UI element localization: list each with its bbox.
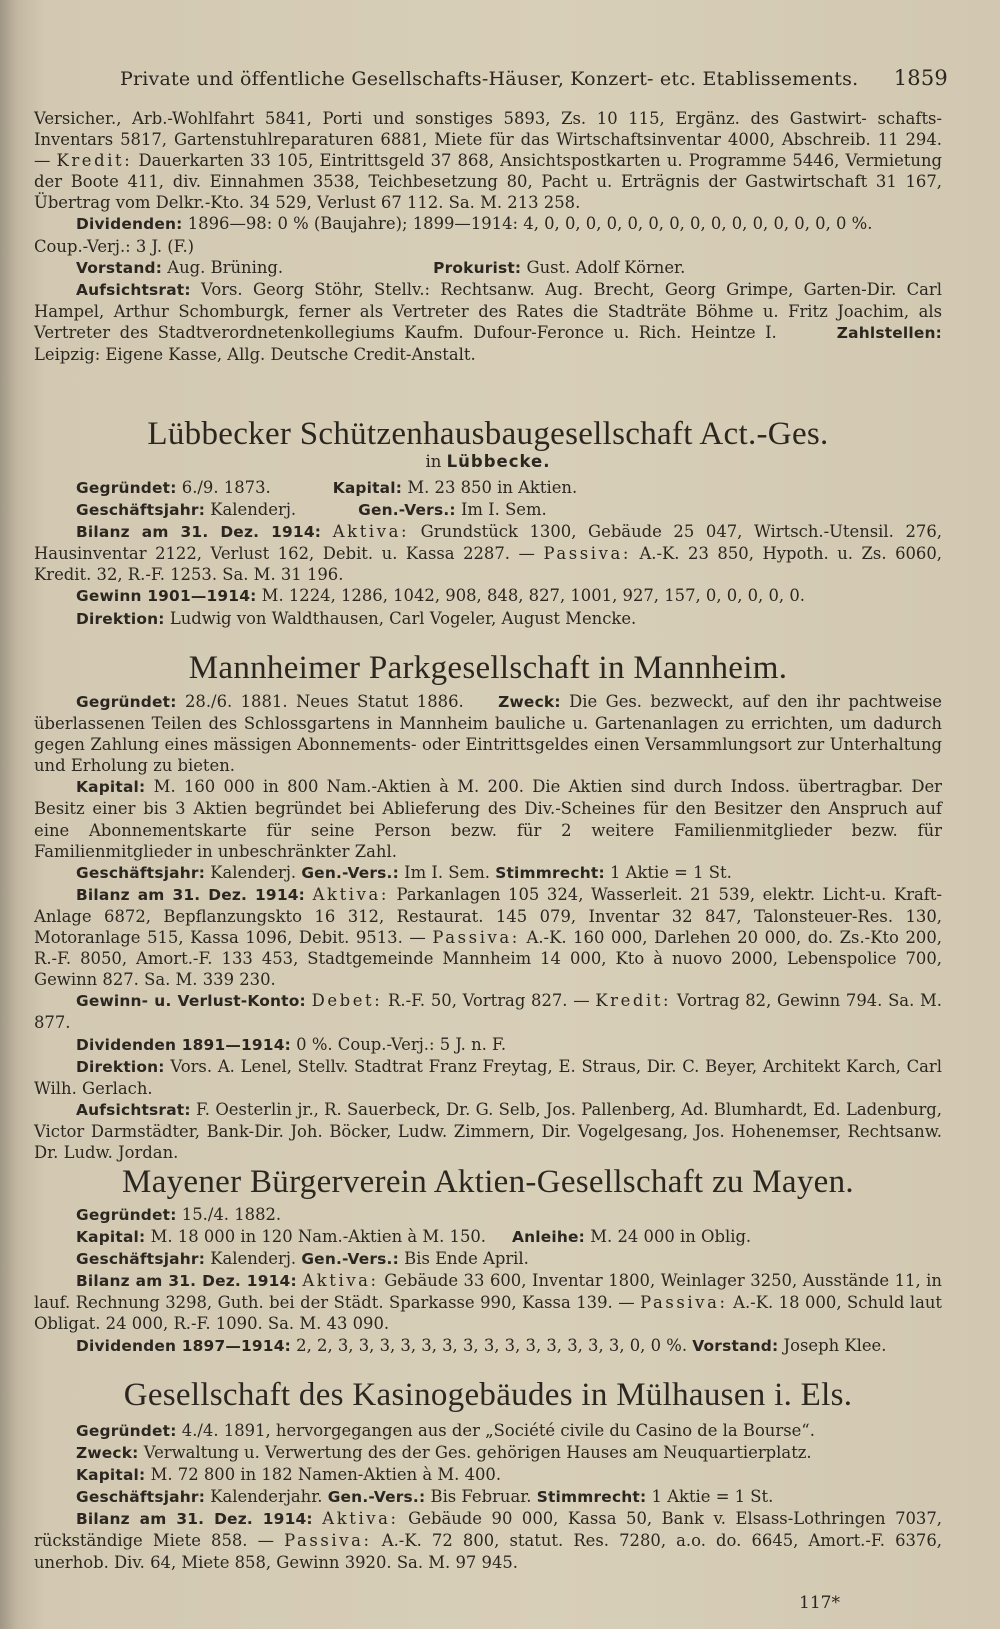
printer-signature: 117* <box>799 1593 840 1613</box>
company-title-mannheimer: Mannheimer Parkgesellschaft in Mannheim. <box>188 650 788 686</box>
company-location-luebbecke: in Lübbecke. <box>425 452 551 471</box>
running-header <box>120 68 948 90</box>
entry-mayener: Gegründet: 15./4. 1882. Kapital: M. 18 000 in 120 Nam.-Aktien à M. 150. Anleihe: M. 24 000 in Oblig. Geschäftsjahr: Kalenderj. Gen.-Vers.: Bis Ende April. Bilanz am 31. Dez. 1914: Aktiva: Gebäude 33 600, Inventar 1800, Weinlager 3250, Ausstände 11, in lauf. Rechnung 3298, Guth. bei der Städt. Sparkasse 990, Kassa 139. — Passiva: A.-K. 18 000, Schuld laut Obligat. 24 000, R.-F. 1090. Sa. M. 43 090. Dividenden 1897—1914: 2, 2, 3, 3, 3, 3, 3, 3, 3, 3, 3, 3, 3, 3, 3, 3, 0, 0 %. Vorstand: Joseph Klee. <box>34 1205 942 1355</box>
page-number: 1859 <box>893 66 948 90</box>
previous-entry <box>34 108 942 365</box>
prev-dividenden: Dividenden: 1896—98: 0 % (Baujahre); 1899—1914: 4, 0, 0, 0, 0, 0, 0, 0, 0, 0, 0, 0, 0, 0, 0, 0 %. <box>76 214 873 234</box>
entry-mannheimer: Gegründet: 28./6. 1881. Neues Statut 1886. Zweck: Die Ges. bezweckt, auf den ihr pachtweise überlassenen Teilen des Schlossgartens in Mannheim bauliche u. Gartenanlagen zu errichten, um dadurch gegen Zahlung eines mässigen Abonnements- oder Eintrittsgeldes einen Versammlungsort zur Unterhaltung und Erholung zu bieten. Kapital: M. 160 000 in 800 Nam.-Aktien à M. 200. Die Aktien sind durch Indoss. übertragbar. Der Besitz einer bis 3 Aktien begründet bei Ablieferung des Div.-Scheines für den Besitzer den Anspruch auf eine Abonnementskarte für seine Person bezw. für 2 weitere Familienmitglieder bezw. für Familienmitglieder in unbeschränkter Zahl. Geschäftsjahr: Kalenderj. Gen.-Vers.: Im I. Sem. Stimmrecht: 1 Aktie = 1 St. Bilanz am 31. Dez. 1914: Aktiva: Parkanlagen 105 324, Wasserleit. 21 539, elektr. Licht-u. Kraft-Anlage 6872, Bepflanzungskto 16 312, Restaurat. 145 079, Inventar 32 847, Talonsteuer-Res. 130, Motoranlage 515, Kassa 1096, Debit. 9513. — Passiva: A.-K. 160 000, Darlehen 20 000, do. Zs.-Kto 200, R.-F. 8050, Amort.-F. 133 453, Stadtgemeinde Mannheim 14 000, Kto à nuovo 2000, Lebenspolice 700, Gewinn 827. Sa. M. 339 230. Gewinn- u. Verlust-Konto: Debet: R.-F. 50, Vortrag 827. — Kredit: Vortrag 82, Gewinn 794. Sa. M. 877. Dividenden 1891—1914: 0 %. Coup.-Verj.: 5 J. n. F. Direktion: Vors. A. Lenel, Stellv. Stadtrat Franz Freytag, E. Straus, Dir. C. Beyer, Architekt Karch, Carl Wilh. Gerlach. Aufsichtsrat: F. Oesterlin jr., R. Sauerbeck, Dr. G. Selb, Jos. Pallenberg, Ad. Blumhardt, Ed. Ladenburg, Victor Darmstädter, Bank-Dir. Joh. Böcker, Ludw. Zimmern, Dir. Vogelgesang, Jos. Hohenemser, Rechtsanw. Dr. Ludw. Jordan. <box>34 692 943 1162</box>
header-title: Private und öffentliche Gesellschafts-Häuser, Konzert- etc. Etablissements. <box>120 68 859 90</box>
prev-aufsichtsrat: Aufsichtsrat: Vors. Georg Stöhr, Stellv.: Rechtsanw. Aug. Brecht, Georg Grimpe, Garten-Dir. Carl Hampel, Arthur Schomburgk, ferner als Vertreter des Rates die Stadträte Böhme u. Fritz Joachim, als Vertreter des Stadtverordnetenkollegiums Kaufm. Dufour-Feronce u. Rich. Heintze I. Zahlstellen: Leipzig: Eigene Kasse, Allg. Deutsche Credit-Anstalt. <box>34 279 942 365</box>
entry-luebbecker: Gegründet: 6./9. 1873. Kapital: M. 23 850 in Aktien. Geschäftsjahr: Kalenderj. Gen.-Vers.: Im I. Sem. Bilanz am 31. Dez. 1914: Aktiva: Grundstück 1300, Gebäude 25 047, Wirtsch.-Utensil. 276, Hausinventar 2122, Verlust 162, Debit. u. Kassa 2287. — Passiva: A.-K. 23 850, Hypoth. u. Zs. 6060, Kredit. 32, R.-F. 1253. Sa. M. 31 196. Gewinn 1901—1914: M. 1224, 1286, 1042, 908, 848, 827, 1001, 927, 157, 0, 0, 0, 0, 0. Direktion: Ludwig von Waldthausen, Carl Vogeler, August Mencke. <box>34 478 942 628</box>
prev-balance-text: Versicher., Arb.-Wohlfahrt 5841, Porti und sonstiges 5893, Zs. 10 115, Ergänz. des Gastwirt- schafts-Inventars 5817, Gartenstuhlreparaturen 6881, Miete für das Wirtschaftsinventar 4000, Abschreib. 11 294. — Kredit: Dauerkarten 33 105, Eintrittsgeld 37 868, Ansichtspostkarten u. Programme 5446, Vermietung der Boote 411, div. Einnahmen 3538, Teichbesetzung 80, Pacht u. Erträgnis der Gastwirtschaft 31 167, Übertrag vom Delkr.-Kto. 34 529, Verlust 67 112. Sa. M. 213 258. <box>34 109 943 213</box>
entry-kasino-muelhausen: Gegründet: 4./4. 1891, hervorgegangen aus der „Société civile du Casino de la Bourse“. Zweck: Verwaltung u. Verwertung des der Ges. gehörigen Hauses am Neuquartierplatz. Kapital: M. 72 800 in 182 Namen-Aktien à M. 400. Geschäftsjahr: Kalenderjahr. Gen.-Vers.: Bis Februar. Stimmrecht: 1 Aktie = 1 St. Bilanz am 31. Dez. 1914: Aktiva: Gebäude 90 000, Kassa 50, Bank v. Elsass-Lothringen 7037, rückständige Miete 858. — Passiva: A.-K. 72 800, statut. Res. 7280, a.o. do. 6645, Amort.-F. 6376, unerhob. Div. 64, Miete 858, Gewinn 3920. Sa. M. 97 945. <box>34 1421 942 1572</box>
company-title-mayener: Mayener Bürgerverein Aktien-Gesellschaft zu Mayen. <box>122 1164 854 1200</box>
prev-coup: Coup.-Verj.: 3 J. (F.) <box>34 236 195 256</box>
company-title-kasino-muelhausen: Gesellschaft des Kasinogebäudes in Mülhausen i. Els. <box>123 1377 853 1413</box>
company-title-luebbecker: Lübbecker Schützenhausbaugesellschaft Act.-Ges. <box>147 416 829 452</box>
prev-vorstand: Vorstand: Aug. Brüning. Prokurist: Gust. Adolf Körner. <box>76 257 686 277</box>
